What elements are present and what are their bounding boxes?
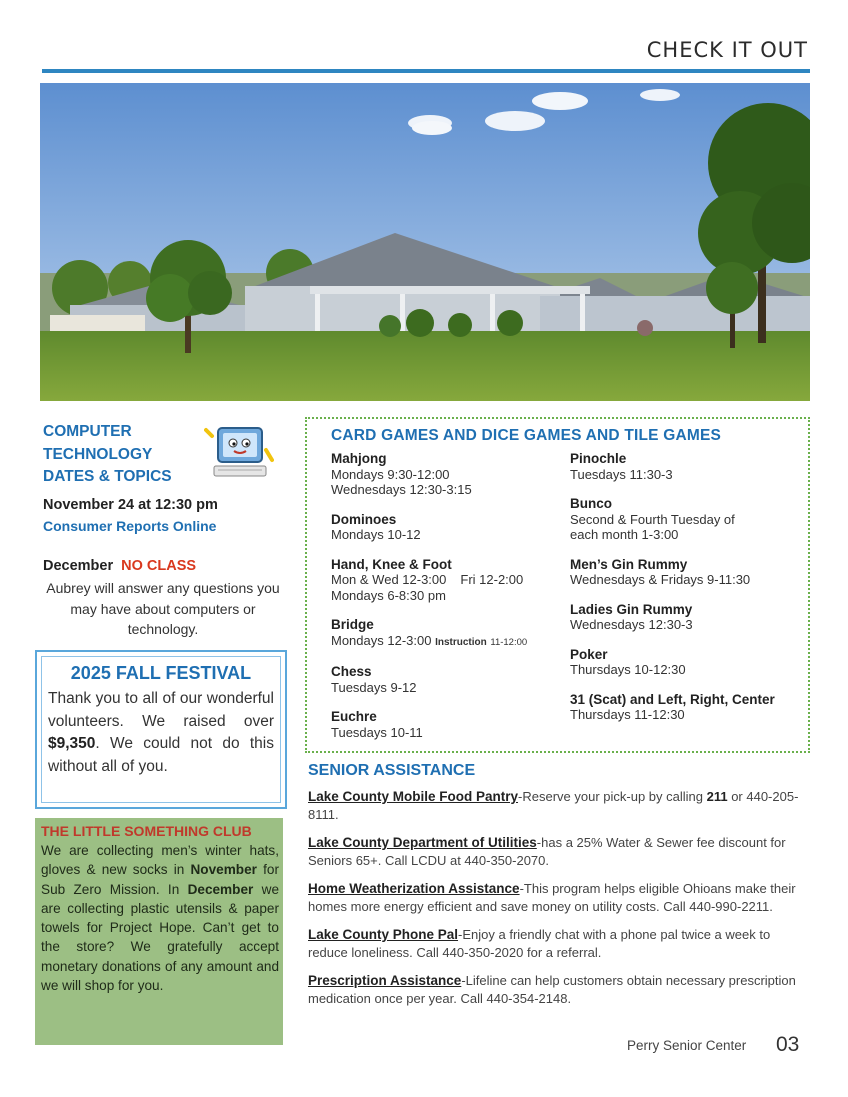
game-entry [331,709,561,740]
instruction-label: Instruction [435,636,487,648]
fall-festival-title: 2025 FALL FESTIVAL [70,663,252,683]
game-schedule: Mondays 12-3:00 [331,632,432,648]
card-games-left-column [331,451,561,754]
game-entry [570,451,805,482]
game-entry [331,617,561,650]
game-schedule: Mon & Wed 12-3:00 [331,572,447,587]
game-schedule: Tuesdays 9-12 [331,679,417,695]
club-text: for Sub Zero Mission. In [41,862,280,897]
game-name: Bunco [570,496,612,511]
senior-assistance-list [308,788,804,1018]
game-schedule-row [331,572,561,588]
game-name: Dominoes [331,511,397,527]
assistance-program-name: Lake County Department of Utilities [308,835,537,850]
game-name: Pinochle [570,451,627,466]
game-schedule: Mondays 6-8:30 pm [331,587,446,603]
game-schedule: Second & Fourth Tuesday of [570,511,735,527]
club-body [41,841,279,995]
footer-org-name: Perry Senior Center [627,1038,747,1053]
computer-mascot-icon [204,424,274,482]
assistance-description: -Reserve your pick-up by calling [518,789,707,804]
game-schedule: each month 1-3:00 [570,527,679,542]
assistance-item [308,788,804,823]
club-month: November [190,862,257,878]
game-schedule: Wednesdays & Fridays 9-11:30 [570,572,751,587]
game-schedule-row [331,633,561,651]
game-entry [331,664,561,695]
assistance-program-name: Lake County Mobile Food Pantry [308,789,519,804]
game-entry [331,451,561,498]
card-games-title: CARD GAMES AND DICE GAMES AND TILE GAMES [331,427,722,444]
game-entry [570,647,805,678]
december-line [43,558,196,574]
club-title: THE LITTLE SOMETHING CLUB [41,823,252,839]
fall-festival-text: Thank you to all of our wonderful volunteers. We raised over [48,690,274,730]
game-entry [570,496,805,543]
game-entry [570,557,805,588]
game-name: Ladies Gin Rummy [570,601,693,617]
assistance-description: or 440-205-8111. [308,789,799,822]
game-name: 31 (Scat) and Left, Right, Center [570,691,775,707]
assistance-phone-bold: 211 [706,789,728,804]
senior-center-photo [40,83,810,401]
computer-class-date: November 24 at 12:30 pm [43,497,218,513]
game-schedule: Tuesdays 11:30-3 [570,466,673,482]
game-name: Chess [331,664,372,679]
assistance-description: -This program helps eligible Ohioans make their homes more energy efficient and save money on utility costs. Call 440-990-2211. [308,881,796,914]
card-games-right-column [570,451,805,737]
assistance-description: -has a 25% Water & Sewer fee discount for Seniors 65+. Call LCDU at 440-350-2070. [308,835,786,868]
computer-tech-title-line: TECHNOLOGY [43,445,153,463]
computer-class-topic: Consumer Reports Online [43,518,217,534]
game-name: Euchre [331,709,377,724]
fall-festival-text: . We could not do this without all of you. [48,735,274,775]
no-class-badge: NO CLASS [121,558,197,574]
game-name: Poker [570,646,608,662]
fall-festival-amount: $9,350 [48,735,96,752]
assistance-program-name: Lake County Phone Pal [308,927,459,942]
game-entry [331,512,561,543]
assistance-program-name: Prescription Assistance [308,973,462,988]
game-name: Hand, Knee & Foot [331,556,452,572]
header-rule [42,69,810,73]
little-something-club-box [35,818,283,1045]
assistance-description: -Lifeline can help customers obtain necessary prescription medication once per year. Call 440-354-2148. [308,973,796,1006]
club-month: December [187,881,254,897]
game-schedule: Mondays 9:30-12:00 [331,466,450,482]
club-text: We are collecting men’s winter hats, gloves & new socks in [41,843,279,878]
game-entry [570,602,805,633]
computer-tech-title [43,421,218,489]
assistance-item [308,926,804,961]
game-entry [331,557,561,604]
assistance-item [308,972,804,1007]
fall-festival-box [35,650,287,809]
senior-assistance-title: SENIOR ASSISTANCE [308,762,476,779]
game-name: Bridge [331,617,374,632]
page-number: 03 [776,1033,800,1056]
fall-festival-body [48,688,274,778]
computer-tech-description: Aubrey will answer any questions you may have about computers or technology. [46,580,280,637]
assistance-item [308,880,804,915]
assistance-description: -Enjoy a friendly chat with a phone pal twice a week to reduce loneliness. Call 440-350-2020 for a referral. [308,927,771,960]
game-name: Mahjong [331,451,387,466]
computer-tech-title-line: DATES & TOPICS [43,468,172,485]
game-schedule: Thursdays 11-12:30 [570,707,685,722]
assistance-program-name: Home Weatherization Assistance [308,881,520,896]
december-label: December [43,558,114,574]
game-schedule: Fri 12-2:00 [460,572,524,587]
game-entry [570,692,805,723]
computer-tech-title-line: COMPUTER [43,423,132,440]
game-schedule: Wednesdays 12:30-3:15 [331,482,472,497]
assistance-item [308,834,804,869]
instruction-time: 11-12:00 [490,636,528,648]
section-title: CHECK IT OUT [646,38,808,62]
club-text: we are collecting plastic utensils & paper towels for Project Hope. Can’t get to the store? We gratefully accept monetary donations of any amount and we will shop for you. [41,881,279,994]
game-schedule: Wednesdays 12:30-3 [570,617,693,632]
game-schedule: Tuesdays 10-11 [331,724,423,740]
game-schedule: Thursdays 10-12:30 [570,662,686,677]
game-name: Men’s Gin Rummy [570,556,688,572]
game-schedule: Mondays 10-12 [331,527,421,542]
